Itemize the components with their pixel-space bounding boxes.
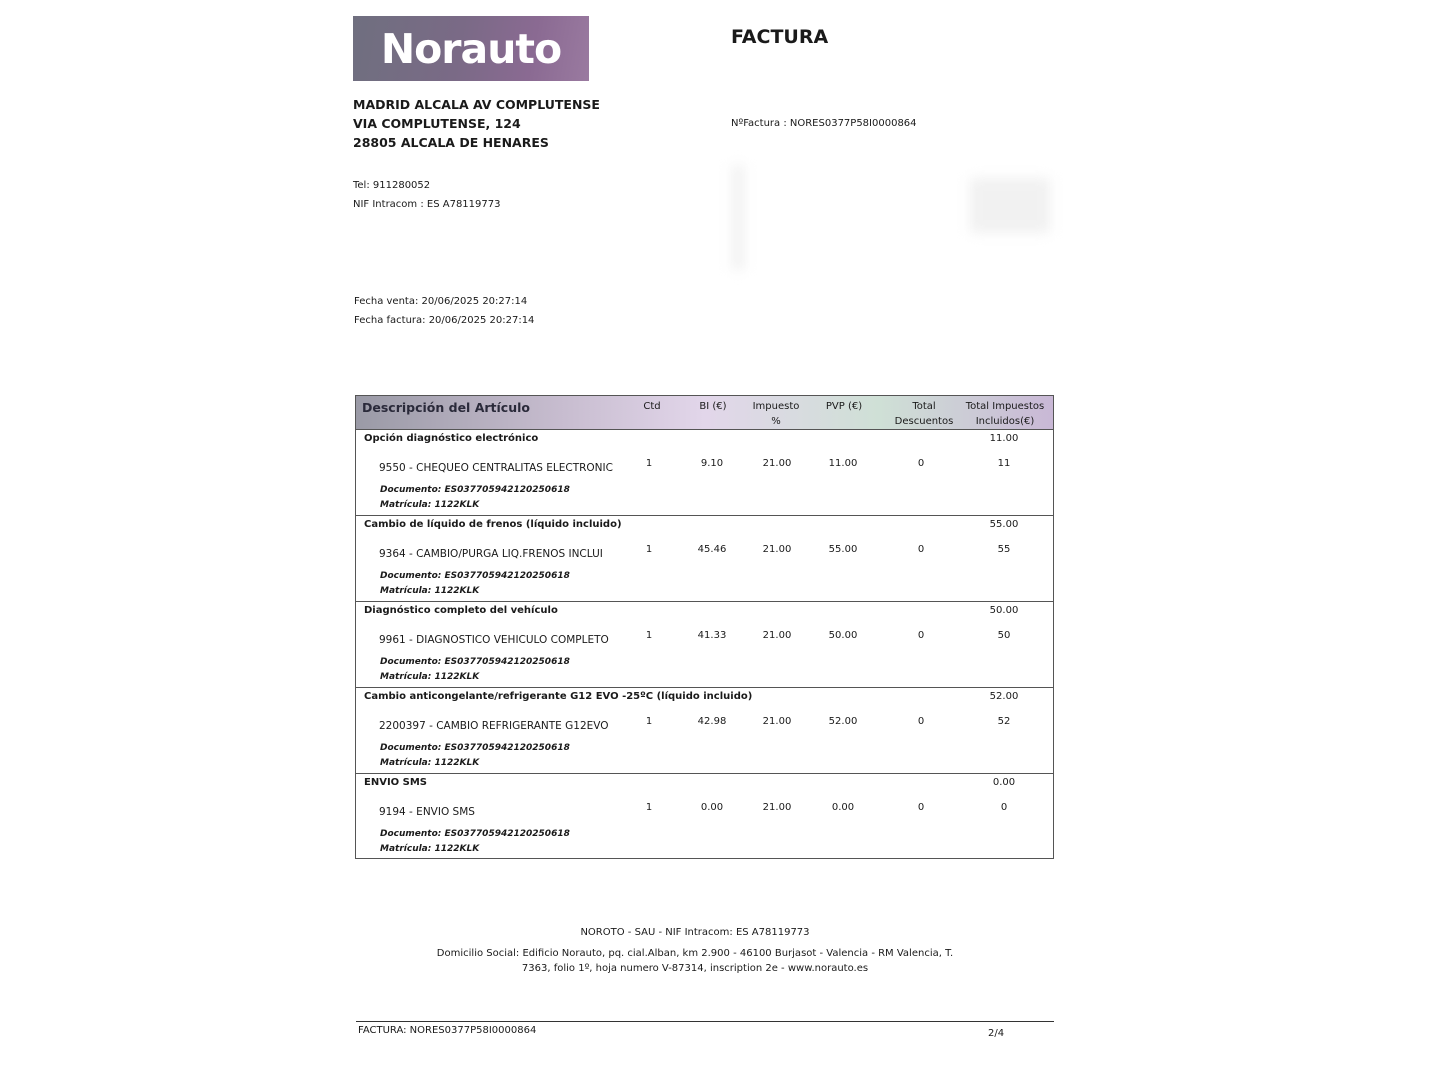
page-number: 2/4	[988, 1028, 1005, 1039]
item-bi: 9.10	[700, 458, 724, 469]
item-description: 9364 - CAMBIO/PURGA LIQ.FRENOS INCLUI	[379, 548, 603, 560]
item-descuentos: 0	[917, 716, 925, 727]
item-total: 52	[997, 716, 1011, 727]
scan-smudge	[732, 165, 744, 270]
item-documento: Documento: ES037705942120250618	[380, 829, 570, 839]
item-matricula: Matrícula: 1122KLK	[380, 844, 480, 854]
item-matricula: Matrícula: 1122KLK	[380, 586, 480, 596]
item-impuesto: 21.00	[762, 802, 792, 813]
footer-divider	[356, 1021, 1054, 1022]
col-desc-header: Descripción del Artículo	[362, 400, 530, 415]
descuentos-label: Descuentos	[894, 416, 954, 427]
item-pvp: 0.00	[831, 802, 855, 813]
item-ctd: 1	[645, 716, 653, 727]
fecha-venta: Fecha venta: 20/06/2025 20:27:14	[354, 296, 528, 307]
item-descuentos: 0	[917, 630, 925, 641]
footer-company: NOROTO - SAU - NIF Intracom: ES A78119773	[580, 927, 810, 938]
item-pvp: 11.00	[828, 458, 858, 469]
item-matricula: Matrícula: 1122KLK	[380, 672, 480, 682]
footer-address-line2: 7363, folio 1º, hoja numero V-87314, inscription 2e - www.norauto.es	[521, 963, 869, 974]
col-pvp-header: PVP (€)	[825, 401, 863, 412]
item-description: 9550 - CHEQUEO CENTRALITAS ELECTRONIC	[379, 462, 613, 474]
item-descuentos: 0	[917, 458, 925, 469]
col-bi-header: BI (€)	[699, 401, 727, 412]
item-total: 50	[997, 630, 1011, 641]
item-description: 9194 - ENVIO SMS	[379, 806, 475, 818]
store-nif: NIF Intracom : ES A78119773	[353, 199, 501, 210]
item-documento: Documento: ES037705942120250618	[380, 657, 570, 667]
item-pvp: 55.00	[828, 544, 858, 555]
item-total: 0	[1000, 802, 1008, 813]
group-total: 50.00	[989, 605, 1019, 616]
item-bi: 45.46	[697, 544, 727, 555]
item-impuesto: 21.00	[762, 630, 792, 641]
col-impuesto-header	[748, 399, 804, 429]
table-row	[356, 773, 1053, 859]
store-tel: Tel: 911280052	[353, 180, 431, 191]
group-total: 55.00	[989, 519, 1019, 530]
footer-invoice-ref: FACTURA: NORES0377P58I0000864	[358, 1025, 537, 1036]
group-title: Cambio anticongelante/refrigerante G12 EVO -25ºC (líquido incluido)	[364, 691, 753, 702]
store-name: MADRID ALCALA AV COMPLUTENSE	[353, 97, 600, 112]
item-bi: 41.33	[697, 630, 727, 641]
footer-address	[420, 946, 970, 976]
table-row	[356, 429, 1053, 516]
group-total: 0.00	[992, 777, 1016, 788]
item-documento: Documento: ES037705942120250618	[380, 571, 570, 581]
group-title: ENVIO SMS	[364, 777, 427, 788]
item-matricula: Matrícula: 1122KLK	[380, 500, 480, 510]
table-header	[356, 396, 1053, 430]
invoice-number: NºFactura : NORES0377P58I0000864	[731, 118, 917, 129]
group-title: Opción diagnóstico electrónico	[364, 433, 539, 444]
col-total-header	[960, 399, 1050, 429]
col-descuentos-header	[892, 399, 956, 429]
total-label: Total	[912, 401, 936, 412]
item-total: 55	[997, 544, 1011, 555]
store-address	[353, 95, 600, 152]
item-documento: Documento: ES037705942120250618	[380, 485, 570, 495]
item-ctd: 1	[645, 630, 653, 641]
items-table	[355, 395, 1054, 859]
store-street: VIA COMPLUTENSE, 124	[353, 116, 521, 131]
item-descuentos: 0	[917, 802, 925, 813]
group-title: Cambio de líquido de frenos (líquido incluido)	[364, 519, 622, 530]
incluidos-label: Incluidos(€)	[975, 416, 1035, 427]
col-ctd-header: Ctd	[643, 401, 661, 412]
item-bi: 42.98	[697, 716, 727, 727]
table-row	[356, 687, 1053, 774]
group-total: 11.00	[989, 433, 1019, 444]
scan-smudge	[970, 178, 1050, 233]
fecha-factura: Fecha factura: 20/06/2025 20:27:14	[354, 315, 535, 326]
item-description: 9961 - DIAGNOSTICO VEHICULO COMPLETO	[379, 634, 609, 646]
item-pvp: 52.00	[828, 716, 858, 727]
item-matricula: Matrícula: 1122KLK	[380, 758, 480, 768]
table-row	[356, 601, 1053, 688]
norauto-logo	[353, 16, 589, 81]
item-impuesto: 21.00	[762, 458, 792, 469]
item-ctd: 1	[645, 458, 653, 469]
footer-address-line1: Domicilio Social: Edificio Norauto, pq. cial.Alban, km 2.900 - 46100 Burjasot - Valencia - RM Valencia, T.	[436, 948, 954, 959]
item-bi: 0.00	[700, 802, 724, 813]
logo-text: Norauto	[380, 24, 562, 73]
item-documento: Documento: ES037705942120250618	[380, 743, 570, 753]
impuesto-pct-label: %	[771, 416, 781, 427]
item-total: 11	[997, 458, 1011, 469]
item-descuentos: 0	[917, 544, 925, 555]
item-ctd: 1	[645, 544, 653, 555]
table-row	[356, 515, 1053, 602]
item-impuesto: 21.00	[762, 544, 792, 555]
store-city: 28805 ALCALA DE HENARES	[353, 135, 549, 150]
item-pvp: 50.00	[828, 630, 858, 641]
group-title: Diagnóstico completo del vehículo	[364, 605, 558, 616]
item-description: 2200397 - CAMBIO REFRIGERANTE G12EVO	[379, 720, 609, 732]
total-impuestos-label: Total Impuestos	[965, 401, 1045, 412]
group-total: 52.00	[989, 691, 1019, 702]
doc-title: FACTURA	[731, 26, 829, 48]
impuesto-label: Impuesto	[752, 401, 800, 412]
item-ctd: 1	[645, 802, 653, 813]
item-impuesto: 21.00	[762, 716, 792, 727]
